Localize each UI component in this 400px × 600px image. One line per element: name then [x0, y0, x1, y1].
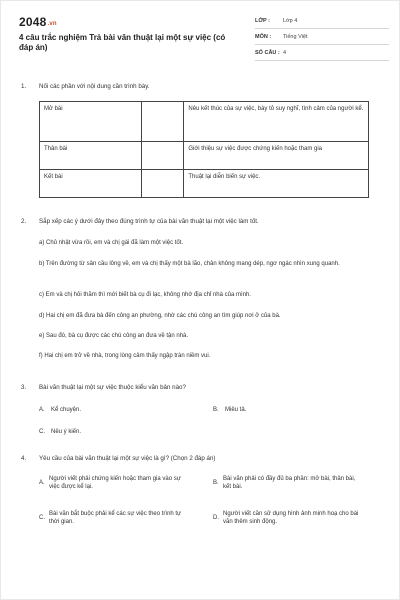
- meta-key: LỚP :: [255, 17, 270, 24]
- question-number: 1.: [21, 83, 27, 90]
- option-letter: A.: [39, 480, 45, 486]
- match-gap: [142, 102, 184, 142]
- option-d[interactable]: [213, 510, 363, 528]
- meta-info: [255, 13, 389, 61]
- question-number: 3.: [21, 384, 27, 391]
- match-left-item[interactable]: Mở bài: [40, 102, 142, 142]
- match-right-item[interactable]: Giới thiệu sự việc được chứng kiến hoặc tham gia: [184, 142, 369, 170]
- option-b[interactable]: [213, 406, 363, 414]
- sequence-item: a) Chủ nhật vừa rồi, em và chị gái đã làm một việc tốt.: [39, 240, 184, 246]
- option-letter: A.: [39, 407, 45, 413]
- option-letter: C.: [39, 515, 45, 521]
- option-letter: D.: [213, 515, 219, 521]
- question-stem: Sắp xếp các ý dưới đây theo đúng trình tự của bài văn thuật lại một việc làm tốt.: [39, 218, 259, 225]
- meta-row-count: [255, 45, 389, 61]
- sequence-item: c) Em và chị hỏi thăm thì mới biết bà cụ đi lạc, không nhớ địa chỉ nhà của mình.: [39, 292, 251, 298]
- option-text: Kể chuyện.: [51, 407, 82, 413]
- meta-row-grade: [255, 13, 389, 29]
- meta-key: MÔN :: [255, 33, 272, 40]
- sequence-item: b) Trên đường từ sân cầu lông về, em và chị thấy một bà lão, chân không mang dép, ngơ ngác nhìn xung quanh.: [39, 261, 340, 267]
- sequence-item: d) Hai chị em đã đưa bà đến công an phường, nhờ các chú công an tìm giúp nơi ở của bà.: [39, 313, 281, 319]
- match-left-item[interactable]: Thân bài: [40, 142, 142, 170]
- option-b[interactable]: [213, 475, 363, 493]
- option-c[interactable]: [39, 428, 189, 436]
- sequence-item: f) Hai chị em trở về nhà, trong lòng cảm thấy ngập tràn niềm vui.: [39, 353, 211, 359]
- matching-table: [39, 101, 369, 198]
- logo-text: 2048: [19, 15, 47, 29]
- option-text: Người viết phải chứng kiến hoặc tham gia vào sự việc được kể lại.: [49, 476, 181, 490]
- match-left-item[interactable]: Kết bài: [40, 170, 142, 198]
- question-number: 4.: [21, 455, 27, 462]
- header: [19, 13, 389, 63]
- option-text: Miêu tả.: [225, 407, 247, 413]
- meta-row-subject: [255, 29, 389, 45]
- match-gap: [142, 170, 184, 198]
- option-letter: C.: [39, 429, 45, 435]
- question-number: 2.: [21, 218, 27, 225]
- option-text: Nêu ý kiến.: [51, 429, 82, 435]
- site-logo[interactable]: [19, 15, 57, 29]
- meta-value: 4: [283, 49, 287, 56]
- question-stem: Yêu cầu của bài văn thuật lại một sự việc là gì? (Chọn 2 đáp án): [39, 455, 216, 462]
- option-text: Người viết cần sử dụng hình ảnh minh hoạ cho bài văn thêm sinh động.: [223, 511, 359, 525]
- option-a[interactable]: [39, 475, 189, 493]
- option-c[interactable]: [39, 510, 189, 528]
- meta-value: Lớp 4: [283, 17, 298, 24]
- match-gap: [142, 142, 184, 170]
- option-text: Bài văn phải có đầy đủ ba phần: mở bài, thân bài, kết bài.: [223, 476, 356, 490]
- match-right-item[interactable]: Nêu kết thúc của sự việc, bày tỏ suy nghĩ, tình cảm của người kể.: [184, 102, 369, 142]
- page-title: 4 câu trắc nghiệm Trả bài văn thuật lại một sự việc (có đáp án): [19, 33, 226, 52]
- option-a[interactable]: [39, 406, 189, 414]
- meta-value: Tiếng Việt: [283, 33, 308, 40]
- sequence-item: e) Sau đó, bà cụ được các chú công an đưa về tận nhà.: [39, 333, 189, 339]
- question-stem: Bài văn thuật lại một sự việc thuộc kiểu văn bản nào?: [39, 384, 186, 391]
- option-letter: B.: [213, 480, 219, 486]
- option-letter: B.: [213, 407, 219, 413]
- match-right-item[interactable]: Thuật lại diễn biến sự việc.: [184, 170, 369, 198]
- meta-key: SỐ CÂU :: [255, 49, 280, 56]
- logo-suffix: .vn: [47, 21, 57, 27]
- option-text: Bài văn bắt buộc phải kể các sự việc theo trình tự thời gian.: [49, 511, 182, 525]
- question-stem: Nối các phần với nội dung cần trình bày.: [39, 83, 150, 90]
